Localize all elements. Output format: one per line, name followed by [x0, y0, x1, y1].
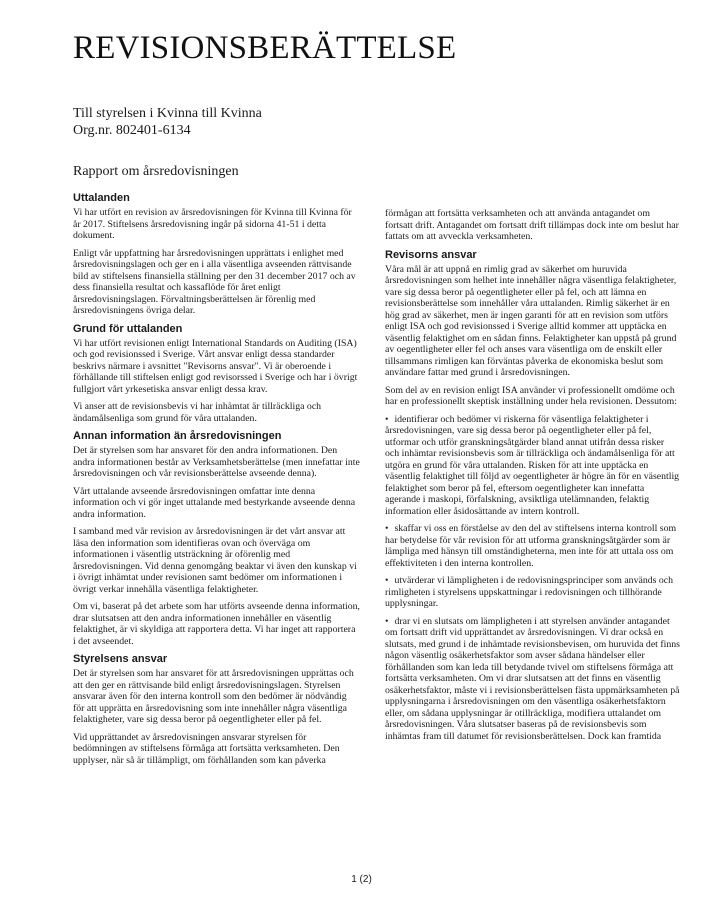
paragraph: Vid upprättandet av årsredovisningen ansvarar styrelsen för bedömningen av stiftelsens förmåga att fortsätta verksamheten. Den upplyser, när så är tillämpligt, om förhållanden som kan påverka	[73, 731, 340, 766]
section-heading-uttalanden: Uttalanden	[73, 192, 130, 204]
bullet-item: • utvärderar vi lämpligheten i de redovisningsprinciper som används och rimligheten i styrelsens uppskattningar i redovisningen och tillhörande upplysningar.	[385, 575, 680, 610]
page-number: 1 (2)	[351, 874, 372, 885]
section-heading-annan-information: Annan information än årsredovisningen	[73, 430, 282, 442]
paragraph: Enligt vår uppfattning har årsredovisningen upprättats i enlighet med årsredovisningslagen och ger en i alla väsentliga avseenden rättvisande bild av stiftelsens finansiella ställning per den 31 december 2017 och av dess finansiella resultat och kassaflöde för året enligt årsredovisningslagen. Förvaltningsberättelsen är förenlig med årsredovisningens övriga delar.	[73, 247, 356, 316]
paragraph: förmågan att fortsätta verksamheten och att använda antagandet om fortsatt drift. Antagandet om fortsatt drift tillämpas dock inte om beslut har fattats om att avveckla verksamheten.	[385, 208, 679, 242]
section-heading-grund: Grund för uttalanden	[73, 322, 183, 335]
bullet-item: • skaffar vi oss en förståelse av den del av stiftelsens interna kontroll som har betydelse för vår revision för att utforma granskningsåtgärder som är lämpliga med hänsyn till omständigheterna, men inte för att uttala oss om effektiviteten i den interna kontrollen.	[385, 523, 680, 569]
addressee-block	[73, 105, 262, 139]
paragraph: Vi anser att de revisionsbevis vi har inhämtat är tillräckliga och ändamålsenliga som grund för våra uttalanden.	[73, 401, 322, 424]
report-title: Rapport om årsredovisningen	[73, 164, 239, 179]
section-heading-revisorns-ansvar: Revisorns ansvar	[385, 248, 477, 261]
paragraph: Som del av en revision enligt ISA använder vi professionellt omdöme och har en professionellt skeptisk inställning under hela revisionen. Dessutom:	[385, 384, 677, 407]
paragraph: Våra mål är att uppnå en rimlig grad av säkerhet om huruvida årsredovisningen som helhet inte innehåller några väsentliga felaktigheter, vare sig dessa beror på oegentligheter eller på fel, och att lämna en revisionsberättelse som innehåller våra uttalanden. Rimlig säkerhet är en hög grad av säkerhet, men är ingen garanti för att en revision som utförs enligt ISA och god revisionssed i Sverige alltid kommer att upptäcka en väsentlig felaktighet om en sådan finns. Felaktigheter kan uppstå på grund av oegentligheter eller fel och anses vara väsentliga om de enskilt eller tillsammans rimligen kan förväntas påverka de ekonomiska beslut som användare fattar med grund i årsredovisningen.	[385, 263, 677, 378]
paragraph: Vårt uttalande avseende årsredovisningen omfattar inte denna information och vi gör inget uttalande med bestyrkande avseende denna andra information.	[73, 485, 356, 520]
right-column	[385, 208, 680, 748]
document-title: REVISIONSBERÄTTELSE	[73, 30, 457, 66]
paragraph: I samband med vår revision av årsredovisningen är det vårt ansvar att läsa den information som identifieras ovan och överväga om informationen i väsentlig utsträckning är oförenlig med årsredovisningen. Vid denna genomgång beaktar vi även den kunskap vi i övrigt inhämtat under revisionen samt bedömer om informationen i övrigt verkar innehålla väsentliga felaktigheter.	[73, 526, 357, 595]
paragraph: Vi har utfört revisionen enligt International Standards on Auditing (ISA) och god revisionssed i Sverige. Vårt ansvar enligt dessa standarder beskrivs närmare i avsnittet "Revisorns ansvar". Vi är oberoende i förhållande till stiftelsen enligt god revisorssed i Sverige och har i övrigt fullgjort vårt yrkesetiska ansvar enligt dessa krav.	[73, 337, 358, 395]
org-number: Org.nr. 802401-6134	[73, 123, 191, 138]
left-column	[73, 189, 360, 772]
paragraph: Det är styrelsen som har ansvaret för att årsredovisningen upprättas och att den ger en rättvisande bild enligt årsredovisningslagen. Styrelsen ansvarar även för den interna kontroll som den bedömer är nödvändig för att upprätta en årsredovisning som inte innehåller några väsentliga felaktigheter, vare sig dessa beror på oegentligheter eller på fel.	[73, 668, 354, 725]
paragraph: Det är styrelsen som har ansvaret för den andra informationen. Den andra informationen består av Verksamhetsberättelse (men innefattar inte årsredovisningen och vår revisionsberättelse avseende denna).	[73, 445, 360, 479]
section-heading-styrelsens-ansvar: Styrelsens ansvar	[73, 653, 168, 665]
paragraph: Om vi, baserat på det arbete som har utförts avseende denna information, drar slutsatsen att den andra informationen innehåller en väsentlig felaktighet, är vi skyldiga att rapportera detta. Vi har inget att rapportera i det avseendet.	[73, 601, 361, 647]
bullet-item: • drar vi en slutsats om lämpligheten i att styrelsen använder antagandet om fortsatt drift vid upprättandet av årsredovisningen. Vi drar också en slutsats, med grund i de inhämtade revisionsbevisen, om huruvida det finns någon väsentlig osäkerhetsfaktor som avser sådana händelser eller förhållanden som kan leda till betydande tvivel om stiftelsens förmåga att fortsätta verksamheten. Om vi drar slutsatsen att det finns en väsentlig osäkerhetsfaktor, måste vi i revisionsberättelsen fästa uppmärksamheten på upplysningarna i årsredovisningen om den väsentliga osäkerhetsfaktorn eller, om sådana upplysningar är otillräckliga, modifiera uttalandet om årsredovisningen. Våra slutsatser baseras på de revisionsbevis som inhämtas fram till datumet för revisionsberättelsen. Dock kan framtida	[385, 616, 680, 743]
addressee-line: Till styrelsen i Kvinna till Kvinna	[73, 106, 262, 121]
bullet-item: • identifierar och bedömer vi riskerna för väsentliga felaktigheter i årsredovisningen, vare sig dessa beror på oegentligheter eller på fel, utformar och utför granskningsåtgärder bland annat utifrån dessa risker och inhämtar revisionsbevis som är tillräckliga och ändamålsenliga för att utgöra en grund för våra uttalanden. Risken för att inte upptäcka en väsentlig felaktighet till följd av oegentligheter är högre än för en väsentlig felaktighet som beror på fel, eftersom oegentligheter kan innefatta agerande i maskopi, förfalskning, avsiktliga utelämnanden, felaktig information eller åsidosättande av intern kontroll.	[385, 414, 680, 518]
paragraph: Vi har utfört en revision av årsredovisningen för Kvinna till Kvinna för år 2017. Stiftelsens årsredovisning ingår på sidorna 41-51 i detta dokument.	[73, 207, 352, 241]
